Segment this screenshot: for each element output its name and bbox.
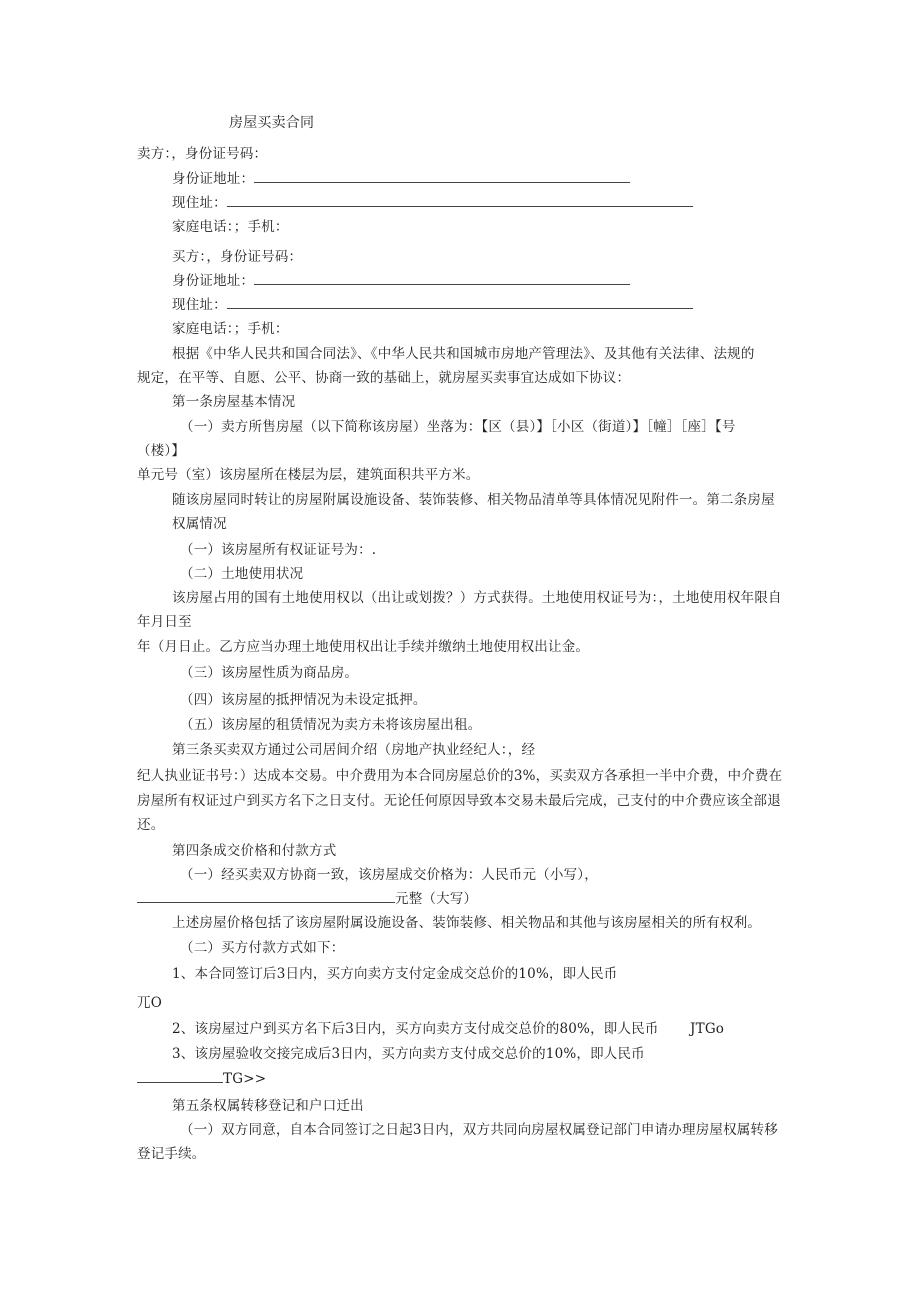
payment-2-tail: JTGo bbox=[690, 1021, 725, 1037]
payment-3-blank bbox=[137, 1072, 223, 1083]
seller-current-address bbox=[172, 194, 693, 212]
preamble-line-2: 规定，在平等、自愿、公平、协商一致的基础上，就房屋买卖事宜达成如下协议： bbox=[137, 370, 631, 386]
article1-p2-line2: 权属情况 bbox=[172, 516, 227, 532]
article3-line1: 第三条买卖双方通过公司居间介绍（房地产执业经纪人：，经 bbox=[172, 742, 536, 758]
buyer-current-address bbox=[172, 296, 693, 314]
article2-land-line3: 年（月日止。乙方应当办理土地使用权出让手续并缴纳土地使用权出让金。 bbox=[137, 639, 590, 655]
buyer-current-address-blank bbox=[227, 298, 693, 309]
buyer-phone: 家庭电话：；手机： bbox=[172, 321, 289, 337]
payment-1-line2: 兀O bbox=[137, 995, 162, 1011]
price-capital-label: 元整（大写） bbox=[395, 891, 478, 907]
buyer-id-address-label: 身份证地址： bbox=[172, 273, 255, 289]
seller-line: 卖方：，身份证号码： bbox=[137, 146, 268, 162]
article5-heading: 第五条权属转移登记和户口迁出 bbox=[172, 1098, 364, 1114]
preamble-line-1: 根据《中华人民共和国合同法》、《中华人民共和国城市房地产管理法》、及其他有关法律、法规的 bbox=[172, 346, 755, 362]
buyer-id-address bbox=[172, 272, 630, 290]
seller-id-address bbox=[172, 170, 630, 188]
payment-1-line1: 1、本合同签订后3日内，买方向卖方支付定金成交总价的10%，即人民币 bbox=[172, 966, 618, 982]
document-title: 房屋买卖合同 bbox=[229, 115, 315, 131]
article1-p1-line3: 单元号（室）该房屋所在楼层为层，建筑面积共平方米。 bbox=[137, 467, 480, 483]
price-capital-blank bbox=[137, 892, 395, 903]
article4-p3: （二）买方付款方式如下： bbox=[180, 940, 345, 956]
article4-heading: 第四条成交价格和付款方式 bbox=[172, 843, 337, 859]
article1-p2-line1: 随该房屋同时转让的房屋附属设施设备、装饰装修、相关物品清单等具体情况见附件一。第二条房屋 bbox=[172, 492, 775, 508]
payment-3-tail-text: TG>> bbox=[223, 1071, 267, 1087]
payment-3: 3、该房屋验收交接完成后3日内，买方向卖方支付成交总价的10%，即人民币 bbox=[172, 1046, 645, 1062]
article2-land-line1: 该房屋占用的国有土地使用权以（出让或划拨？）方式获得。土地使用权证号为：，土地使用权年限自 bbox=[172, 590, 782, 606]
article1-heading: 第一条房屋基本情况 bbox=[172, 394, 296, 410]
payment-3-tail bbox=[137, 1070, 266, 1088]
article3-line4: 还。 bbox=[137, 817, 165, 833]
seller-current-address-blank bbox=[227, 196, 693, 207]
article4-p1-line1: （一）经买卖双方协商一致，该房屋成交价格为：人民币元（小写）， bbox=[180, 867, 598, 883]
buyer-id-address-blank bbox=[254, 274, 630, 285]
seller-id-address-label: 身份证地址： bbox=[172, 171, 255, 187]
article2-item-4: （四）该房屋的抵押情况为未设定抵押。 bbox=[180, 692, 427, 708]
article1-p1-line1: （一）卖方所售房屋（以下简称该房屋）坐落为：【区（县）】［小区（街道）】［幢］［座］【号 bbox=[180, 419, 736, 435]
article4-p2: 上述房屋价格包括了该房屋附属设施设备、装饰装修、相关物品和其他与该房屋相关的所有权利。 bbox=[172, 915, 762, 931]
article2-item-3: （三）该房屋性质为商品房。 bbox=[180, 665, 359, 681]
article2-item-5: （五）该房屋的租赁情况为卖方未将该房屋出租。 bbox=[180, 717, 482, 733]
article2-land-line2: 年月日至 bbox=[137, 614, 192, 630]
seller-phone: 家庭电话：；手机： bbox=[172, 219, 289, 235]
payment-2: 2、该房屋过户到买方名下后3日内，买方向卖方支付成交总价的80%，即人民币 bbox=[172, 1021, 659, 1037]
article4-p1-line2 bbox=[137, 890, 477, 908]
buyer-line: 买方：，身份证号码： bbox=[172, 249, 303, 265]
seller-id-address-blank bbox=[254, 172, 630, 183]
article3-line3: 房屋所有权证过户到买方名下之日支付。无论任何原因导致本交易未最后完成，己支付的中介费应该全部退 bbox=[137, 793, 781, 809]
buyer-current-address-label: 现住址： bbox=[172, 297, 227, 313]
article5-p1-line2: 登记手续。 bbox=[137, 1146, 206, 1162]
article5-p1-line1: （一）双方同意，自本合同签订之日起3日内，双方共同向房屋权属登记部门申请办理房屋权属转移 bbox=[180, 1122, 778, 1138]
article2-item-2: （二）土地使用状况 bbox=[180, 566, 304, 582]
article2-item-1: （一）该房屋所有权证证号为：. bbox=[180, 542, 377, 558]
seller-current-address-label: 现住址： bbox=[172, 195, 227, 211]
article3-line2: 纪人执业证书号：）达成本交易。中介费用为本合同房屋总价的3%，买卖双方各承担一半中介费，中介费在 bbox=[137, 768, 783, 784]
article1-p1-line2: （楼）】 bbox=[137, 443, 186, 459]
